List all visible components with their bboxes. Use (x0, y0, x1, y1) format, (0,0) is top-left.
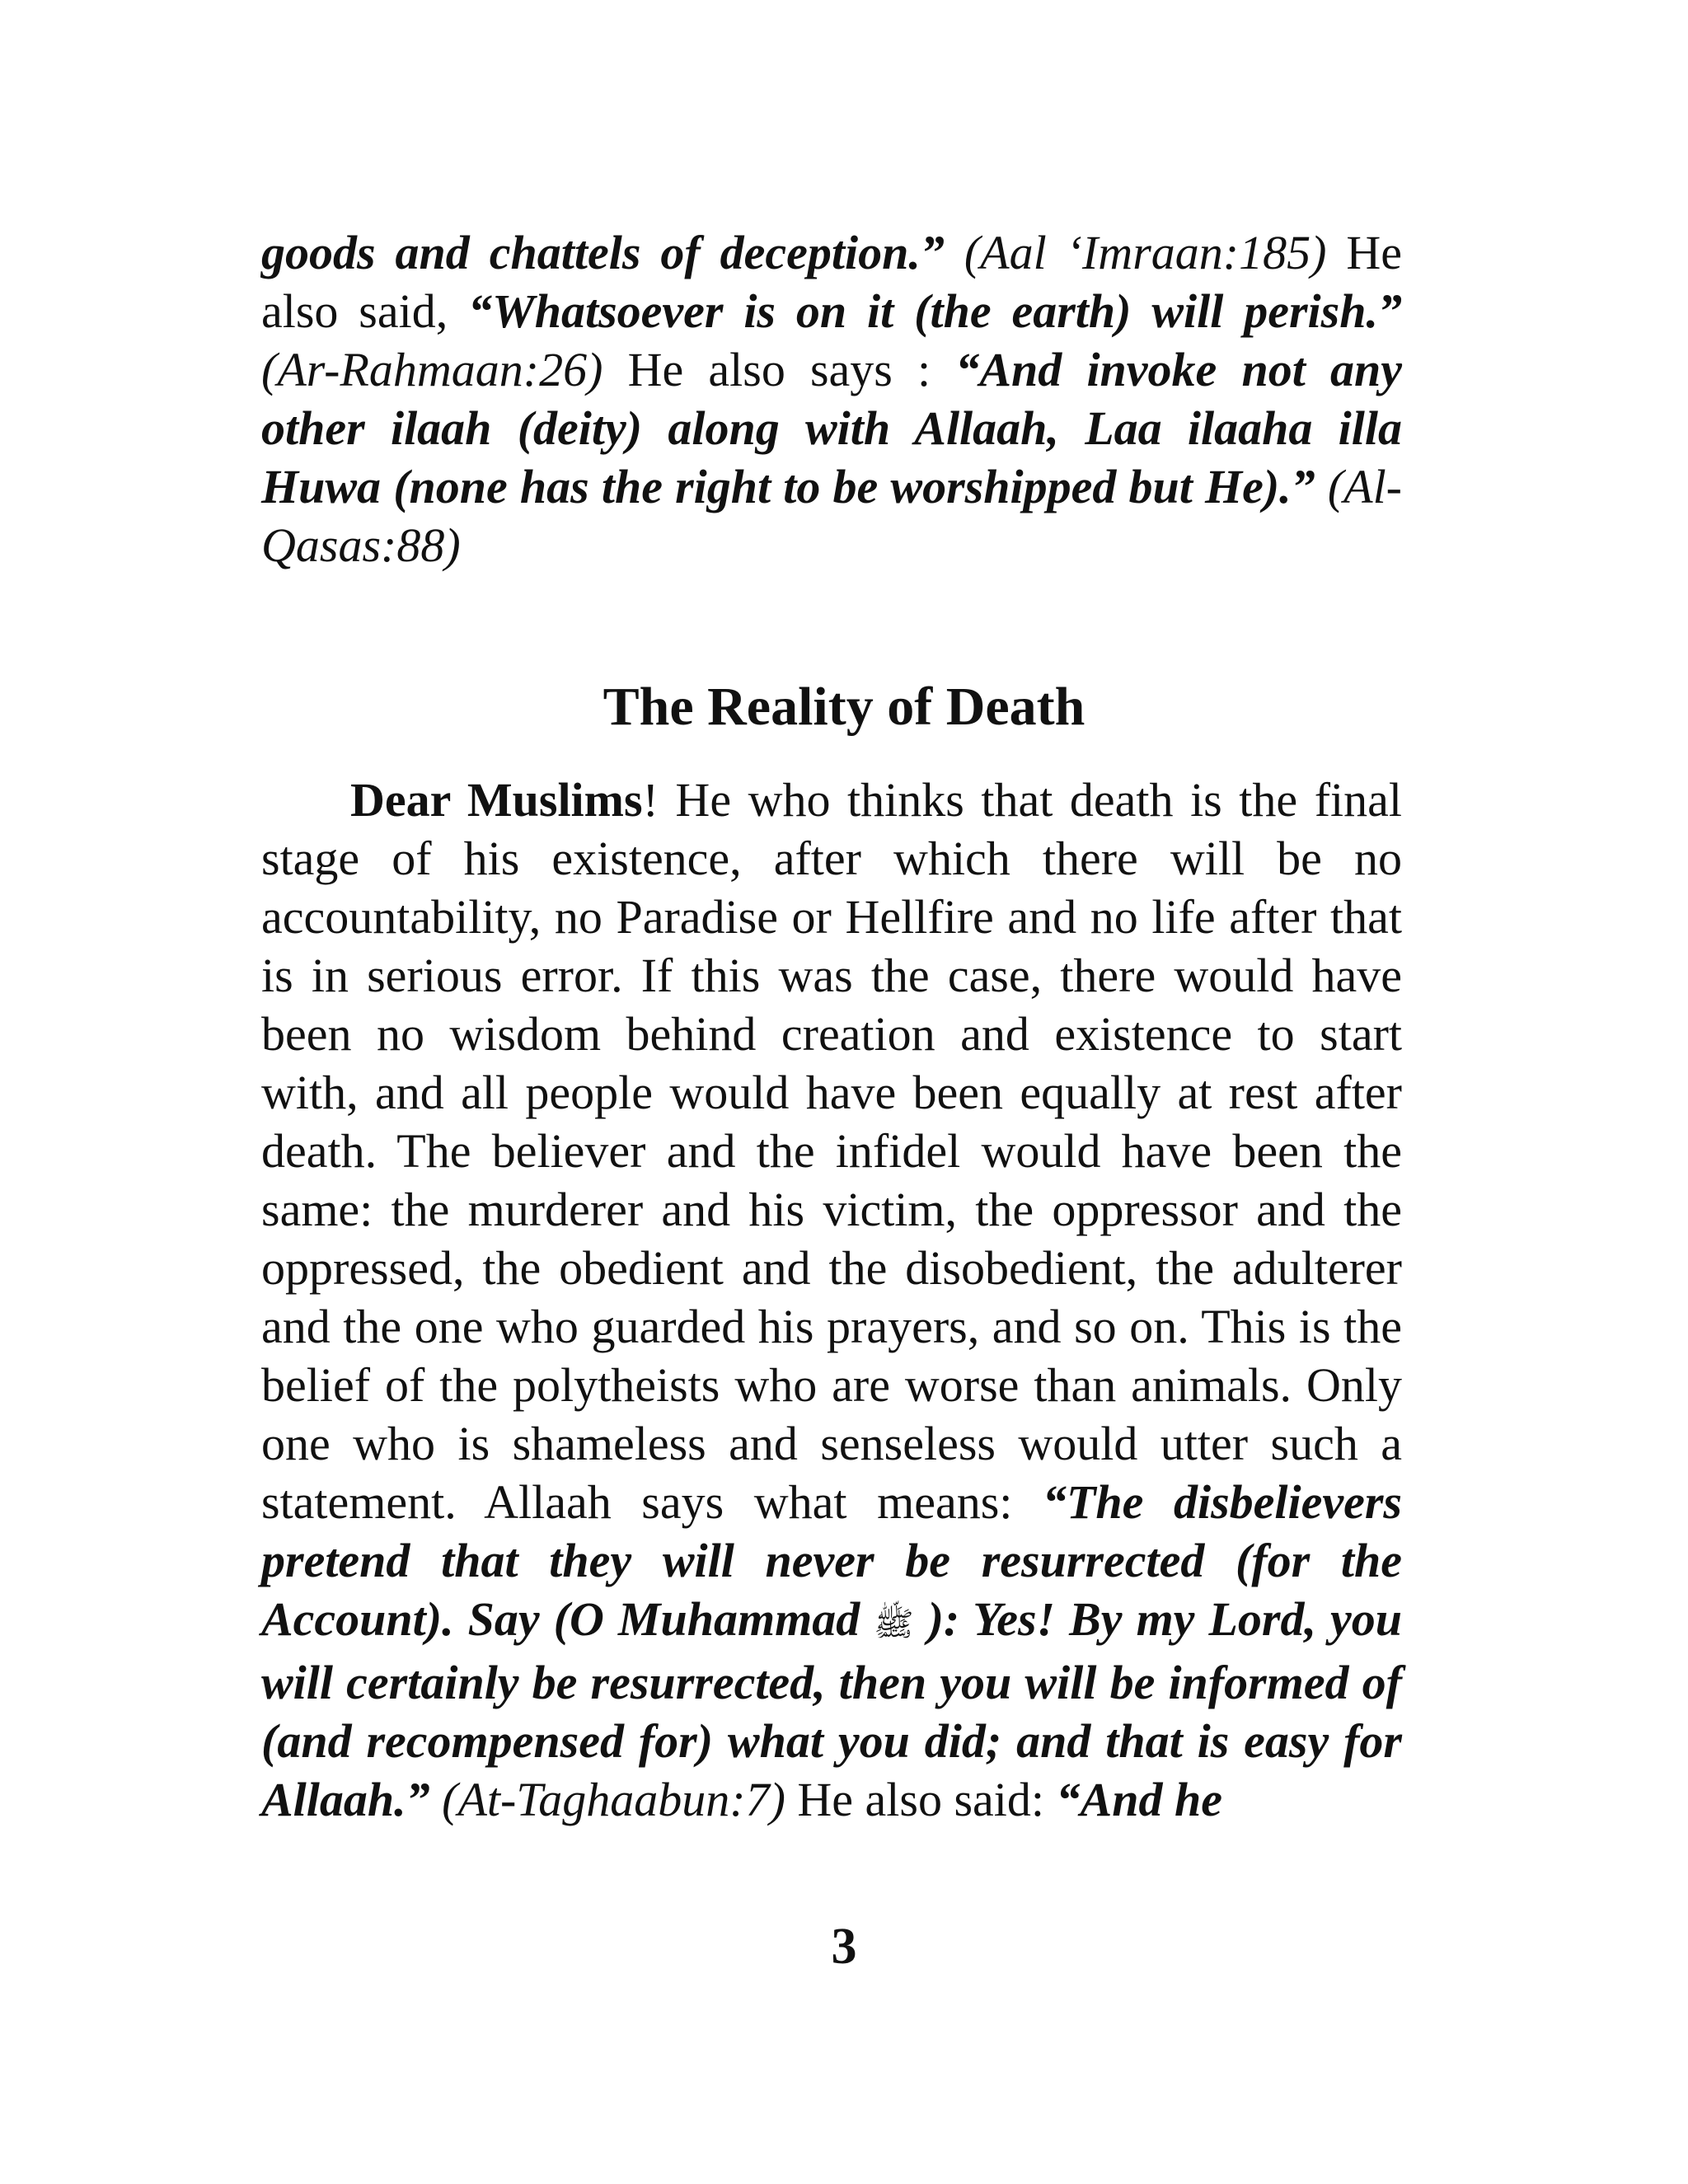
body-text: He also said: (785, 1773, 1057, 1826)
page-number: 3 (831, 1919, 857, 1975)
pbuh-glyph-icon: ﷺ (874, 1605, 914, 1643)
verse-reference: (At-Taghaabun:7) (442, 1773, 785, 1826)
body-paragraph (261, 771, 1402, 1829)
quote-paragraph (261, 223, 1402, 574)
quran-quote: “Whatsoever is on it (the earth) will perish.” (468, 284, 1402, 338)
quote-text: ): Yes! By my Lord, you will certainly be resurrected, then you will be informed of (and recompensed for) what you did; and that is easy for Allaah.” (261, 1592, 1402, 1826)
verse-reference: (Al-Qasas:88) (261, 460, 1402, 572)
quran-quote: “And invoke not any other ilaah (deity) along with Allaah, Laa ilaaha illa Huwa (none has the right to be worshipped but He).” (261, 343, 1403, 513)
body-text: ! He who thinks that death is the final stage of his existence, after which there will be no accountability, no Paradise or Hellfire and no life after that is in serious error. If this was the case, there would have been no wisdom behind creation and existence to start with, and all people would have been equally at rest after death. The believer and the infidel would have been the same: the murderer and his victim, the oppressor and the oppressed, the obedient and the disobedient, the adulterer and the one who guarded his prayers, and so on. This is the belief of the polytheists who are worse than animals. Only one who is shameless and senseless would utter such a statement. Allaah says what means: (261, 773, 1402, 1529)
verse-reference: (Aal ‘Imraan:185) (964, 226, 1327, 279)
salutation: Dear Muslims (350, 773, 643, 827)
body-text: He also said, (261, 226, 1403, 338)
quote-text: “The disbelievers pretend that they will never be resurrected (for the Account). Say (O Muhammad (261, 1475, 1402, 1646)
quran-quote: “And he (1056, 1773, 1222, 1826)
verse-reference: (Ar-Rahmaan:26) (261, 343, 603, 396)
body-text: He also says : (603, 343, 956, 396)
section-heading: The Reality of Death (603, 677, 1085, 737)
quran-quote: goods and chattels of deception.” (261, 226, 945, 279)
